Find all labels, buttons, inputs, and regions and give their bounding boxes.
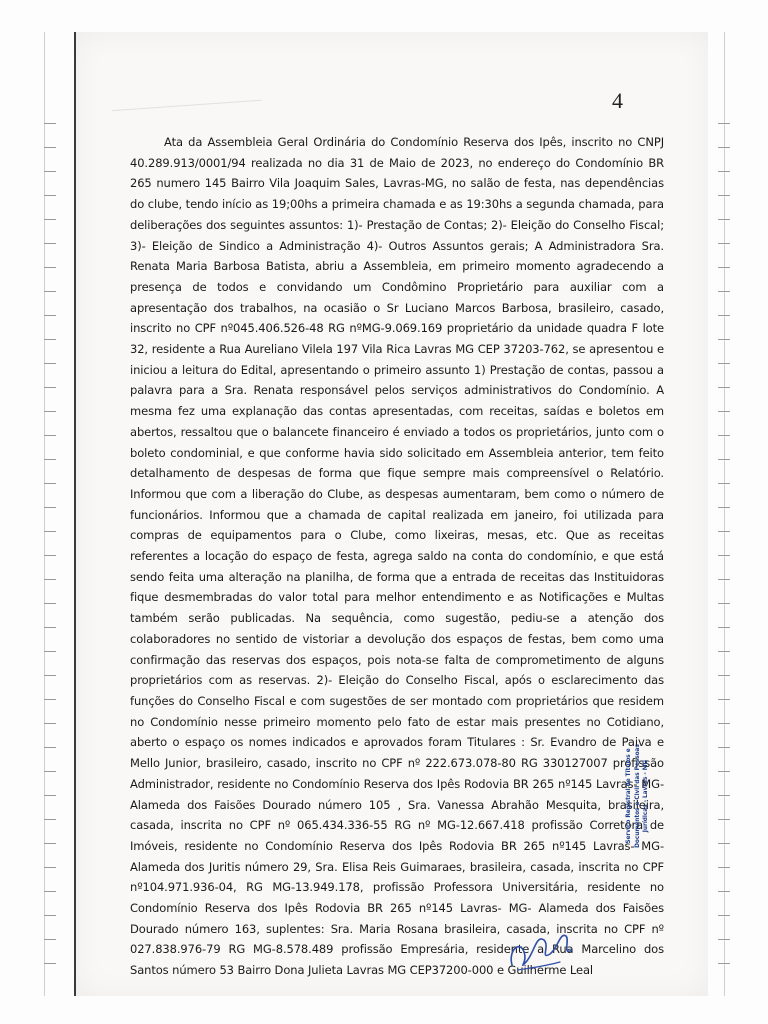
right-margin-ticks [718,100,730,980]
registry-stamp [600,706,674,886]
left-margin-ticks [44,100,56,980]
page-number: 4 [612,88,623,113]
minutes-body-text: Ata da Assembleia Geral Ordinária do Condomínio Reserva dos Ipês, inscrito no CNPJ 40.289.913/0001/94 realizada no dia 31 de Maio de 2023, no endereço do Condomínio BR 265 numero 145 Bairro Vila Joaquim Sales, Lavras-MG, no salão de festa, nas dependências do clube, tendo início as 19;00hs a primeira chamada e as 19:30hs a segunda chamada, para deliberações dos seguintes assuntos: 1)- Prestação de Contas; 2)- Eleição do Conselho Fiscal; 3)- Eleição de Sindico a Administração 4)- Outros Assuntos gerais; A Administradora Sra. Renata Maria Barbosa Batista, abriu a Assembleia, em primeiro momento agradecendo a presença de todos e convidando um Condômino Proprietário para auxiliar com a apresentação dos trabalhos, na ocasião o Sr Luciano Marcos Barbosa, brasileiro, casado, inscrito no CPF nº045.406.526-48 RG nºMG-9.069.169 proprietário da unidade quadra F lote 32, residente a Rua Aureliano Vilela 197 Vila Rica Lavras MG CEP 37203-762, se apresentou e iniciou a leitura do Edital, apresentando o primeiro assunto 1) Prestação de contas, passou a palavra para a Sra. Renata responsável pelos serviços administrativos do Condomínio. A mesma fez uma explanação das contas apresentadas, com receitas, saídas e boletos em abertos, ressaltou que o balancete financeiro é enviado a todos os proprietários, junto com o boleto condominial, e que conforme havia sido solicitado em Assembleia anterior, tem feito detalhamento de despesas de forma que fique sempre mais compreensível o Relatório. Informou que com a liberação do Clube, as despesas aumentaram, bem como o número de funcionários. Informou que a chamada de capital realizada em janeiro, foi utilizada para compras de equipamentos para o Clube, como lixeiras, mesas, etc. Que as receitas referentes a locação do espaço de festa, agrega saldo na conta do condomínio, e que está sendo feita uma alteração na planilha, de forma que a entrada de receitas das Instituidoras fique desmembradas do valor total para melhor entendimento e as Notificações e Multas também serão publicadas. Na sequência, como sugestão, pediu-se a atenção dos colaboradores no sentido de vistoriar a devolução dos espaços de festas, bem como uma confirmação das reservas dos espaços, pois nota-se falta de comprometimento de alguns proprietários com as reservas. 2)- Eleição do Conselho Fiscal, após o esclarecimento das funções do Conselho Fiscal e com sugestões de ser montado com proprietários que residem no Condomínio nesse primeiro momento pelo fato de estar mais presentes no Cotidiano, aberto o espaço os nomes indicados e aprovados foram Titulares : Sr. Evandro de Paiva e Mello Junior, brasileiro, casado, inscrito no CPF nº 222.673.078-80 RG 330127007 profissão Administrador, residente no Condomínio Reserva dos Ipês Rodovia BR 265 nº145 Lavras- MG- Alameda dos Faisões Dourado número 105 , Sra. Vanessa Abrahão Mesquita, brasileira, casada, inscrita no CPF nº 065.434.336-55 RG nº MG-12.667.418 profissão Corretora de Imóveis, residente no Condomínio Reserva dos Ipês Rodovia BR 265 nº145 Lavras- MG- Alameda dos Juritis número 29, Sra. Elisa Reis Guimaraes, brasileira, casada, inscrita no CPF nº104.971.936-04, RG MG-13.949.178, profissão Professora Universitária, residente no Condomínio Reserva dos Ipês Rodovia BR 265 nº145 Lavras- MG- Alameda dos Faisões Dourado número 163, suplentes: Sra. Maria Rosana brasileira, casada, inscrita no CPF nº 027.838.976-79 RG MG-8.578.489 profissão Empresária, residente a Rua Marcelino dos Santos número 53 Bairro Dona Julieta Lavras MG CEP37200-000 e Guilherme Leal [130,135,664,978]
signature-icon [500,910,580,980]
stamp-line: Documentos e Civil das Pessoas [632,744,641,848]
stamp-line: Jurídicas - Lavras - MG [641,759,650,833]
stamp-line: Serviço Registral de Títulos e [624,748,633,844]
